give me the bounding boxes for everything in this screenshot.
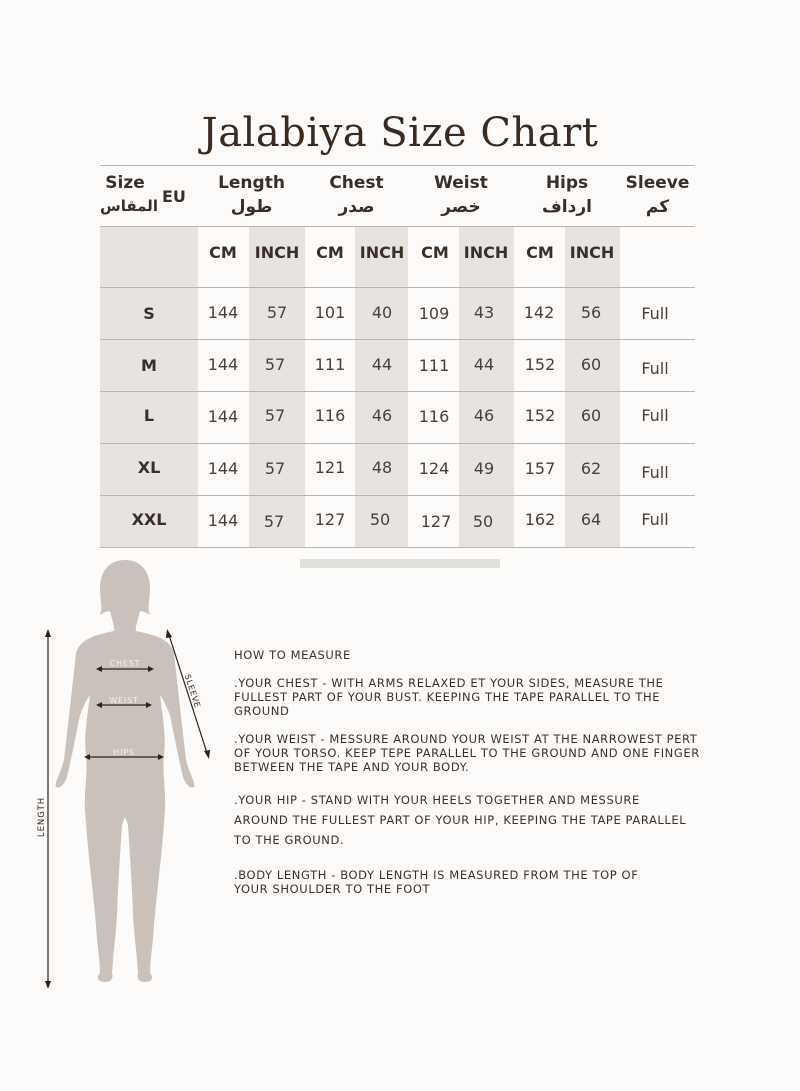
how-to-measure	[234, 648, 704, 896]
value-cell: 152	[524, 406, 556, 425]
value-cell: 116	[418, 407, 450, 426]
header-chest	[305, 173, 408, 217]
size-cell: M	[141, 356, 157, 375]
table-rule	[100, 165, 695, 166]
value-cell: 124	[418, 459, 450, 478]
table-rule	[100, 495, 695, 496]
unit-label: INCH	[359, 243, 405, 262]
value-cell: 57	[264, 355, 286, 374]
weist-inch-shade	[459, 226, 514, 548]
sleeve-cell: Full	[641, 510, 669, 529]
value-cell: 46	[473, 406, 495, 425]
value-cell: 109	[418, 304, 450, 323]
value-cell: 44	[473, 355, 495, 374]
value-cell: 56	[580, 303, 602, 322]
instruction-weist: .YOUR WEIST - MESSURE AROUND YOUR WEIST AT THE NARROWEST PERT OF YOUR TORSO. KEEP TEPE PARALLEL TO THE GROUND AND ONE FINGER BETWEEN THE TAPE AND YOUR BODY.	[234, 732, 700, 774]
unit-label: INCH	[569, 243, 615, 262]
header-sleeve-ar: كم	[645, 197, 670, 217]
size-cell: XXL	[131, 510, 167, 529]
header-length-en: Length	[218, 173, 285, 193]
value-cell: 144	[207, 407, 239, 426]
value-cell: 60	[580, 355, 602, 374]
value-cell: 144	[207, 303, 239, 322]
value-cell: 60	[580, 406, 602, 425]
value-cell: 46	[371, 406, 393, 425]
value-cell: 50	[472, 512, 494, 531]
page-title: Jalabiya Size Chart	[201, 110, 599, 156]
value-cell: 157	[524, 459, 556, 478]
value-cell: 57	[264, 406, 286, 425]
header-length-ar: طول	[230, 197, 273, 217]
size-cell: S	[143, 304, 155, 323]
value-cell: 62	[580, 459, 602, 478]
value-cell: 50	[369, 510, 391, 529]
value-cell: 127	[314, 510, 346, 529]
horizontal-scrollbar[interactable]	[300, 559, 500, 568]
unit-label: CM	[209, 243, 237, 262]
value-cell: 101	[314, 303, 346, 322]
size-column-shade	[100, 226, 198, 548]
table-rule	[100, 443, 695, 444]
value-cell: 43	[473, 303, 495, 322]
sleeve-cell: Full	[641, 359, 669, 378]
header-size	[100, 173, 158, 215]
unit-label: CM	[316, 243, 344, 262]
header-sleeve-en: Sleeve	[625, 173, 690, 193]
value-cell: 121	[314, 458, 346, 477]
unit-label: CM	[526, 243, 554, 262]
header-sleeve	[620, 173, 695, 217]
header-length	[198, 173, 305, 217]
header-eu: EU	[162, 187, 186, 206]
value-cell: 49	[473, 459, 495, 478]
value-cell: 57	[264, 459, 286, 478]
header-weist-en: Weist	[434, 173, 488, 193]
header-chest-ar: صدر	[338, 197, 375, 217]
value-cell: 144	[207, 355, 239, 374]
header-weist-ar: خصر	[441, 197, 481, 217]
value-cell: 144	[207, 511, 239, 530]
sleeve-label: SLEEVE	[182, 673, 203, 710]
value-cell: 48	[371, 458, 393, 477]
sleeve-cell: Full	[641, 304, 669, 323]
instruction-chest: .YOUR CHEST - WITH ARMS RELAXED ET YOUR SIDES, MEASURE THE FULLEST PART OF YOUR BUST. KEEPING THE TAPE PARALLEL TO THE GROUND	[234, 676, 664, 718]
unit-label: INCH	[463, 243, 509, 262]
header-hips	[514, 173, 620, 217]
value-cell: 111	[314, 355, 346, 374]
instruction-hip: .YOUR HIP - STAND WITH YOUR HEELS TOGETHER AND MESSURE AROUND THE FULLEST PART OF YOUR HIP, KEEPING THE TAPE PARALLEL TO THE GROUND.	[234, 793, 687, 847]
header-size-ar: المقاس	[100, 197, 158, 215]
size-cell: XL	[137, 458, 161, 477]
table-rule	[100, 226, 695, 227]
table-rule	[100, 547, 695, 548]
header-chest-en: Chest	[329, 173, 384, 193]
value-cell: 40	[371, 303, 393, 322]
value-cell: 57	[266, 303, 288, 322]
value-cell: 162	[524, 510, 556, 529]
size-cell: L	[143, 406, 155, 425]
value-cell: 127	[420, 512, 452, 531]
body-measurement-figure	[30, 555, 220, 995]
table-rule	[100, 339, 695, 340]
value-cell: 116	[314, 406, 346, 425]
unit-label: INCH	[254, 243, 300, 262]
value-cell: 144	[207, 459, 239, 478]
chest-label: CHEST	[109, 659, 141, 668]
table-rule	[100, 287, 695, 288]
hips-label: HIPS	[113, 748, 135, 757]
value-cell: 152	[524, 355, 556, 374]
body-silhouette	[56, 560, 195, 982]
sleeve-cell: Full	[641, 463, 669, 482]
header-size-en: Size	[105, 173, 145, 193]
value-cell: 44	[371, 355, 393, 374]
size-chart-table	[100, 165, 695, 548]
length-inch-shade	[249, 226, 305, 548]
header-weist	[408, 173, 514, 217]
unit-label: CM	[421, 243, 449, 262]
length-label: LENGTH	[37, 796, 47, 838]
value-cell: 111	[418, 356, 450, 375]
header-hips-ar: ارداف	[542, 197, 592, 217]
chest-inch-shade	[355, 226, 408, 548]
instructions-heading: HOW TO MEASURE	[234, 648, 351, 662]
value-cell: 57	[263, 512, 285, 531]
header-hips-en: Hips	[545, 173, 589, 193]
weist-label: WEIST	[109, 696, 139, 705]
table-rule	[100, 391, 695, 392]
value-cell: 64	[580, 510, 602, 529]
sleeve-cell: Full	[641, 406, 669, 425]
hips-inch-shade	[565, 226, 620, 548]
instruction-length: .BODY LENGTH - BODY LENGTH IS MEASURED FROM THE TOP OF YOUR SHOULDER TO THE FOOT	[234, 868, 639, 896]
value-cell: 142	[523, 303, 555, 322]
